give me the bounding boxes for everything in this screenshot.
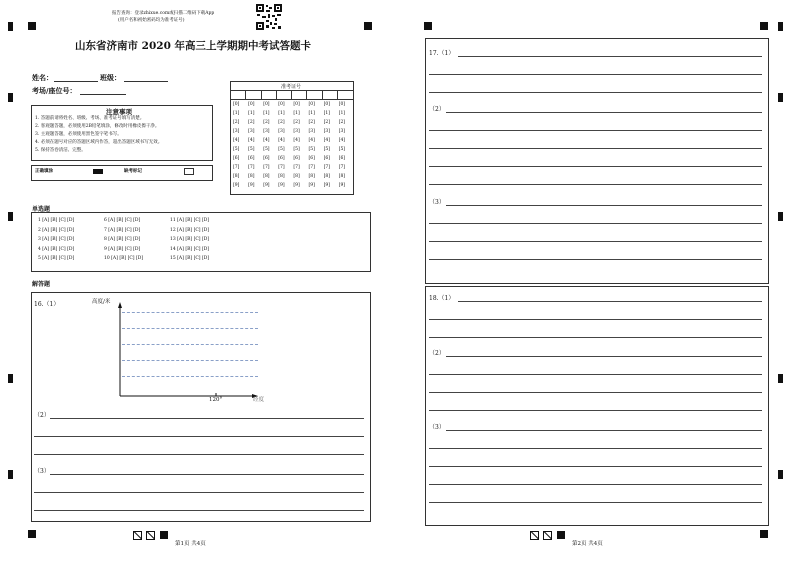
exam-id-digit-bubble[interactable]: [9] (293, 183, 300, 188)
exam-id-digit-bubble[interactable]: [6] (248, 156, 255, 161)
exam-id-digit-bubble[interactable]: [3] (278, 129, 285, 134)
q16-part2-label: （2） (34, 412, 50, 419)
exam-id-digit-bubble[interactable]: [8] (308, 174, 315, 179)
note-item: 4. 必须在题号对应的答题区域内作答，超出答题区域书写无效。 (35, 140, 163, 145)
mcq-question-row[interactable]: 15 [A] [B] [C] [D] (170, 256, 210, 261)
exam-id-digit-bubble[interactable]: [0] (233, 102, 240, 107)
exam-id-digit-bubble[interactable]: [8] (293, 174, 300, 179)
exam-id-digit-bubble[interactable]: [1] (248, 111, 255, 116)
exam-id-column-divider (261, 90, 262, 99)
exam-id-digit-bubble[interactable]: [0] (278, 102, 285, 107)
answer-line[interactable] (429, 337, 762, 338)
answer-line[interactable] (34, 492, 364, 493)
alignment-mark (8, 93, 13, 102)
class-label: 班级： (100, 74, 121, 82)
mcq-question-row[interactable]: 1 [A] [B] [C] [D] (38, 218, 75, 223)
exam-id-digit-bubble[interactable]: [7] (323, 165, 330, 170)
note-item: 5. 保持答卷清洁、完整。 (35, 148, 86, 153)
exam-id-digit-bubble[interactable]: [4] (293, 138, 300, 143)
exam-id-digit-bubble[interactable]: [9] (338, 183, 346, 188)
x-axis-label: 经度 (253, 397, 265, 403)
exam-id-digit-bubble[interactable]: [3] (323, 129, 330, 134)
exam-id-divider (230, 99, 353, 100)
page-marker-hatched (133, 531, 142, 540)
corner-square (28, 530, 36, 538)
corner-square (760, 530, 768, 538)
exam-id-digit-bubble[interactable]: [4] (233, 138, 240, 143)
name-field[interactable] (54, 81, 98, 82)
exam-id-digit-bubble[interactable]: [3] (308, 129, 315, 134)
mcq-question-row[interactable]: 9 [A] [B] [C] [D] (104, 246, 141, 252)
answer-line[interactable] (50, 474, 364, 475)
exam-id-digit-bubble[interactable]: [7] (248, 165, 255, 170)
exam-id-digit-bubble[interactable]: [1] (323, 111, 330, 116)
exam-id-digit-bubble[interactable]: [7] (233, 165, 240, 170)
answer-line[interactable] (429, 374, 762, 375)
exam-id-digit-bubble[interactable]: [9] (248, 183, 255, 188)
exam-id-digit-bubble[interactable]: [4] (248, 138, 255, 143)
answer-line[interactable] (429, 166, 762, 167)
exam-id-digit-bubble[interactable]: [3] (248, 129, 255, 134)
answer-line[interactable] (458, 56, 762, 57)
exam-id-digit-bubble[interactable]: [4] (338, 138, 346, 143)
page-marker-hatched (530, 531, 539, 540)
alignment-mark (778, 212, 783, 221)
exam-id-digit-bubble[interactable]: [4] (278, 138, 285, 143)
mcq-question-row[interactable]: 11 [A] [B] [C] [D] (170, 218, 210, 223)
graph-gridline (122, 344, 258, 345)
alignment-mark (778, 470, 783, 479)
corner-square (364, 22, 372, 30)
answer-line[interactable] (458, 301, 762, 302)
answer-line[interactable] (34, 454, 364, 455)
answer-line[interactable] (429, 223, 762, 224)
page-number: 第1页 共4页 (175, 541, 206, 547)
exam-id-column-divider (245, 90, 246, 99)
alignment-mark (8, 374, 13, 383)
absent-mark-checkbox[interactable] (184, 168, 194, 175)
exam-id-digit-bubble[interactable]: [4] (263, 138, 270, 143)
exam-id-digit-bubble[interactable]: [2] (278, 120, 285, 125)
answer-line[interactable] (429, 74, 762, 75)
page-title: 山东省济南市 2020 年高三上学期期中考试答题卡 (75, 40, 312, 52)
answer-line[interactable] (34, 436, 364, 437)
answer-line[interactable] (446, 112, 762, 113)
answer-line[interactable] (50, 418, 364, 419)
exam-id-digit-bubble[interactable]: [0] (323, 102, 330, 107)
alignment-mark (8, 470, 13, 479)
fill-correct-label: 正确填涂 (35, 169, 53, 174)
answer-line[interactable] (446, 205, 762, 206)
answer-line[interactable] (429, 466, 762, 467)
exam-id-digit-bubble[interactable]: [5] (308, 147, 315, 152)
note-item: 3. 主观题答题，必须使用黑色签字笔书写。 (35, 132, 122, 137)
answer-line[interactable] (429, 92, 762, 93)
room-field[interactable] (80, 94, 126, 95)
graph-gridline (122, 328, 258, 329)
exam-id-digit-bubble[interactable]: [5] (263, 147, 270, 152)
page-marker-hatched (543, 531, 552, 540)
alignment-mark (778, 22, 783, 31)
mcq-question-row[interactable]: 8 [A] [B] [C] [D] (104, 237, 141, 242)
q18-part2-label: （2） (429, 350, 445, 357)
corner-square (28, 22, 36, 30)
exam-id-digit-bubble[interactable]: [7] (338, 165, 346, 170)
mcq-section-title: 单选题 (32, 206, 51, 213)
answer-line[interactable] (429, 319, 762, 320)
exam-id-digit-bubble[interactable]: [4] (323, 138, 330, 143)
answer-line[interactable] (429, 448, 762, 449)
answer-line[interactable] (429, 241, 762, 242)
exam-id-digit-bubble[interactable]: [1] (278, 111, 285, 116)
mcq-question-row[interactable]: 12 [A] [B] [C] [D] (170, 227, 210, 233)
q16-axis-graph (118, 300, 268, 400)
exam-id-digit-bubble[interactable]: [5] (278, 147, 285, 152)
exam-id-digit-bubble[interactable]: [8] (263, 174, 270, 179)
exam-id-digit-bubble[interactable]: [3] (263, 129, 270, 134)
exam-id-digit-bubble[interactable]: [1] (308, 111, 315, 116)
exam-id-digit-bubble[interactable]: [2] (293, 120, 300, 125)
page-marker-hatched (146, 531, 155, 540)
exam-id-digit-bubble[interactable]: [7] (278, 165, 285, 170)
exam-id-digit-bubble[interactable]: [8] (248, 174, 255, 179)
exam-id-digit-bubble[interactable]: [5] (248, 147, 255, 152)
q18-box (425, 286, 769, 526)
mcq-question-row[interactable]: 7 [A] [B] [C] [D] (104, 227, 141, 233)
exam-id-column-divider (306, 90, 307, 99)
exam-id-digit-bubble[interactable]: [2] (233, 120, 240, 125)
exam-id-digit-bubble[interactable]: [1] (263, 111, 270, 116)
exam-id-digit-bubble[interactable]: [5] (233, 147, 240, 152)
report-notice: 报告查询：登录zhixue.com或扫描二维码下载App (112, 11, 215, 16)
exam-id-digit-bubble[interactable]: [3] (338, 129, 346, 134)
exam-id-digit-bubble[interactable]: [0] (308, 102, 315, 107)
exam-id-digit-bubble[interactable]: [7] (263, 165, 270, 170)
absent-mark-label: 缺考标记 (124, 169, 142, 174)
q16-part1-label: 16.（1） (34, 301, 60, 308)
alignment-mark (8, 22, 13, 31)
mcq-question-row[interactable]: 3 [A] [B] [C] [D] (38, 237, 75, 242)
corner-square (760, 22, 768, 30)
exam-id-digit-bubble[interactable]: [5] (338, 147, 346, 152)
mcq-question-row[interactable]: 5 [A] [B] [C] [D] (38, 256, 75, 261)
exam-id-digit-bubble[interactable]: [3] (293, 129, 300, 134)
name-label: 姓名： (32, 74, 53, 82)
exam-id-digit-bubble[interactable]: [6] (263, 156, 270, 161)
exam-id-digit-bubble[interactable]: [6] (233, 156, 240, 161)
alignment-mark (8, 212, 13, 221)
exam-id-digit-bubble[interactable]: [8] (323, 174, 330, 179)
answer-line[interactable] (429, 410, 762, 411)
graph-gridline (122, 376, 258, 377)
answer-line[interactable] (446, 430, 762, 431)
page-number: 第2页 共4页 (572, 541, 603, 547)
exam-id-digit-bubble[interactable]: [3] (233, 129, 240, 134)
exam-id-digit-bubble[interactable]: [1] (338, 111, 346, 116)
exam-id-digit-bubble[interactable]: [1] (233, 111, 240, 116)
exam-id-digit-bubble[interactable]: [9] (278, 183, 285, 188)
exam-id-column-divider (291, 90, 292, 99)
graph-gridline (122, 360, 258, 361)
exam-id-digit-bubble[interactable]: [0] (338, 102, 346, 107)
mcq-question-row[interactable]: 4 [A] [B] [C] [D] (38, 246, 75, 252)
exam-id-digit-bubble[interactable]: [2] (338, 120, 346, 125)
login-notice: (用户名和初始密码均为准考证号) (118, 18, 185, 23)
q17-part2-label: （2） (429, 106, 445, 113)
exam-id-digit-bubble[interactable]: [7] (293, 165, 300, 170)
q17-part1-label: 17.（1） (429, 50, 455, 57)
y-axis-label: 高度/米 (92, 299, 111, 305)
answer-line[interactable] (34, 510, 364, 511)
alignment-mark (778, 374, 783, 383)
answer-line[interactable] (429, 484, 762, 485)
exam-id-digit-bubble[interactable]: [8] (338, 174, 346, 179)
mcq-question-row[interactable]: 14 [A] [B] [C] [D] (170, 246, 210, 252)
exam-id-digit-bubble[interactable]: [5] (323, 147, 330, 152)
filled-example (93, 169, 103, 174)
alignment-mark (778, 93, 783, 102)
exam-id-digit-bubble[interactable]: [4] (308, 138, 315, 143)
exam-id-digit-bubble[interactable]: [7] (308, 165, 315, 170)
essay-section-title: 解答题 (32, 281, 51, 288)
exam-id-column-divider (322, 90, 323, 99)
q18-part1-label: 18.（1） (429, 295, 455, 302)
exam-id-digit-bubble[interactable]: [0] (293, 102, 300, 107)
exam-id-digit-bubble[interactable]: [0] (248, 102, 255, 107)
answer-line[interactable] (429, 502, 762, 503)
exam-id-digit-bubble[interactable]: [6] (293, 156, 300, 161)
corner-square (424, 22, 432, 30)
exam-id-digit-bubble[interactable]: [9] (323, 183, 330, 188)
exam-id-digit-bubble[interactable]: [6] (278, 156, 285, 161)
note-item: 1. 答题前请将姓名、班级、考场、准考证号填写清楚。 (35, 116, 145, 121)
answer-line[interactable] (429, 259, 762, 260)
note-item: 2. 客观题答题，必须使用2B铅笔填涂，修改时用橡皮擦干净。 (35, 124, 160, 129)
exam-id-digit-bubble[interactable]: [2] (308, 120, 315, 125)
exam-id-digit-bubble[interactable]: [6] (323, 156, 330, 161)
exam-id-digit-bubble[interactable]: [9] (233, 183, 240, 188)
q17-part3-label: （3） (429, 199, 445, 206)
page-marker-solid (557, 531, 565, 539)
exam-id-digit-bubble[interactable]: [9] (263, 183, 270, 188)
exam-id-column-divider (337, 90, 338, 99)
exam-id-column-divider (276, 90, 277, 99)
exam-id-digit-bubble[interactable]: [6] (338, 156, 346, 161)
exam-id-digit-bubble[interactable]: [1] (293, 111, 300, 116)
notes-title: 注意事项 (106, 108, 132, 116)
mcq-question-row[interactable]: 6 [A] [B] [C] [D] (104, 218, 141, 223)
exam-id-digit-bubble[interactable]: [5] (293, 147, 300, 152)
exam-id-digit-bubble[interactable]: [2] (248, 120, 255, 125)
room-label: 考场/座位号： (32, 87, 77, 95)
exam-id-digit-bubble[interactable]: [8] (278, 174, 285, 179)
answer-line[interactable] (429, 392, 762, 393)
answer-line[interactable] (429, 130, 762, 131)
q18-part3-label: （3） (429, 424, 445, 431)
graph-gridline (122, 312, 258, 313)
exam-id-digit-bubble[interactable]: [0] (263, 102, 270, 107)
q16-part3-label: （3） (34, 468, 50, 475)
mcq-question-row[interactable]: 13 [A] [B] [C] [D] (170, 237, 210, 242)
exam-id-digit-bubble[interactable]: [6] (308, 156, 315, 161)
class-field[interactable] (124, 81, 168, 82)
x-tick-label: 120° (209, 397, 223, 403)
mcq-question-row[interactable]: 2 [A] [B] [C] [D] (38, 227, 75, 233)
answer-line[interactable] (429, 184, 762, 185)
answer-line[interactable] (429, 148, 762, 149)
exam-id-digit-bubble[interactable]: [2] (263, 120, 270, 125)
exam-id-digit-bubble[interactable]: [2] (323, 120, 330, 125)
mcq-question-row[interactable]: 10 [A] [B] [C] [D] (104, 256, 144, 261)
exam-id-title: 准考证号 (280, 84, 301, 90)
exam-id-digit-bubble[interactable]: [8] (233, 174, 240, 179)
answer-line[interactable] (446, 356, 762, 357)
page-marker-solid (160, 531, 168, 539)
qr-code-icon (256, 4, 282, 30)
exam-id-digit-bubble[interactable]: [9] (308, 183, 315, 188)
